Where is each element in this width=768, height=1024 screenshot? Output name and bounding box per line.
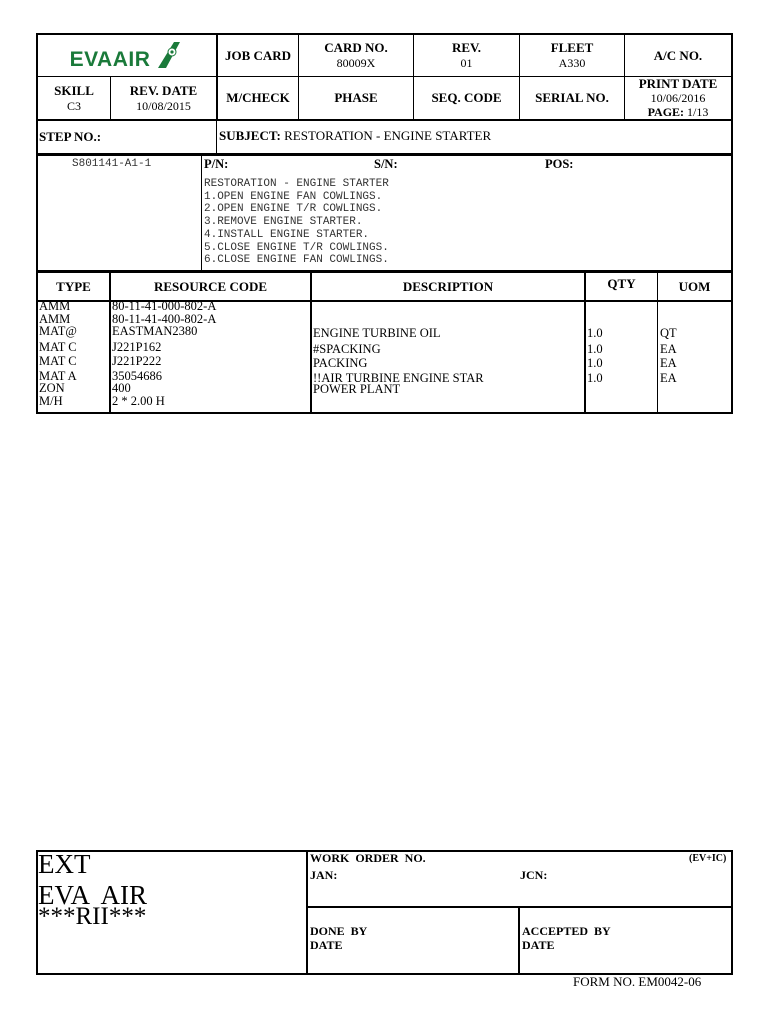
uom-column [660, 326, 677, 385]
col-type: TYPE [56, 278, 91, 294]
jcn-label: JCN: [520, 868, 548, 882]
page-label: PAGE: [647, 105, 685, 119]
card-no-label: CARD NO. [324, 40, 388, 55]
accepted-date-label: DATE [522, 938, 555, 952]
print-date-label: PRINT DATE [638, 76, 718, 91]
print-date-cell [625, 75, 731, 121]
rev-value: 01 [460, 56, 473, 70]
table-cell-code: J221P222 [112, 354, 162, 368]
table-cell-desc: !!AIR TURBINE ENGINE STAR [313, 370, 484, 385]
skill-cell [38, 77, 110, 119]
task-steps [204, 178, 389, 267]
skill-label: SKILL [54, 82, 94, 98]
card-no-cell [299, 35, 413, 76]
table-cell-uom: EA [660, 356, 677, 370]
table-cell-qty: 1.0 [587, 370, 603, 385]
table-cell-qty: 1.0 [587, 356, 603, 370]
task-step-line: 6.CLOSE ENGINE FAN COWLINGS. [204, 254, 389, 267]
skill-value: C3 [66, 98, 81, 113]
table-cell-code: 80-11-41-000-802-A [112, 299, 217, 313]
col-uom: UOM [678, 278, 711, 294]
card-no-value: 80009X [336, 56, 376, 70]
table-cell-type: M/H [39, 393, 63, 408]
done-by-label: DONE BY [310, 924, 368, 938]
logo-text: EVAAIR [69, 48, 151, 71]
table-cell-type: AMM [39, 311, 71, 326]
table-cell-code: 400 [112, 381, 131, 395]
task-step-line: RESTORATION - ENGINE STARTER [204, 178, 389, 190]
table-cell-qty: 1.0 [587, 341, 603, 356]
table-cell-desc: PACKING [313, 356, 368, 370]
table-cell-uom: EA [660, 370, 677, 385]
serial-no-label: SERIAL NO. [535, 90, 609, 105]
table-cell-uom: EA [660, 341, 677, 356]
serial-no-cell [520, 77, 624, 119]
accepted-by-label: ACCEPTED BY [522, 924, 611, 938]
table-cell-code: EASTMAN2380 [112, 324, 198, 338]
ev-ic-label: (EV+IC) [689, 853, 727, 864]
step-no-label: STEP NO.: [39, 129, 102, 144]
rev-date-value: 10/08/2015 [136, 98, 191, 113]
seq-code-label: SEQ. CODE [431, 90, 502, 105]
table-cell-code: 35054686 [112, 368, 162, 383]
subject-label: SUBJECT: [219, 128, 281, 143]
col-qty: QTY [607, 276, 636, 291]
table-cell-type: MAT@ [39, 324, 77, 338]
col-description: DESCRIPTION [402, 278, 494, 294]
jan-label: JAN: [310, 868, 338, 882]
fleet-value: A330 [558, 56, 586, 70]
table-cell-code: J221P162 [112, 339, 162, 354]
table-cell-qty: 1.0 [587, 326, 603, 340]
subject-line [219, 128, 491, 144]
print-date-value: 10/06/2016 [650, 91, 706, 105]
seq-code-cell [414, 77, 519, 119]
task-step-line: 2.OPEN ENGINE T/R COWLINGS. [204, 203, 383, 216]
col-resource-code: RESOURCE CODE [153, 278, 268, 294]
eva-air-logo [40, 38, 212, 74]
qty-column [587, 326, 603, 385]
table-cell-type: MAT C [39, 339, 77, 354]
ext-label: EXT [38, 849, 91, 879]
ac-no-label: A/C NO. [653, 47, 703, 63]
form-number: FORM NO. EM0042-06 [573, 974, 702, 989]
rev-date-label: REV. DATE [129, 82, 198, 98]
eva-air-label: EVA AIR [38, 880, 148, 910]
work-order-label: WORK ORDER NO. [310, 851, 426, 865]
rev-label: REV. [451, 40, 482, 55]
table-cell-code: 2 * 2.00 H [112, 393, 165, 408]
table-cell-type: MAT A [39, 368, 77, 383]
table-cell-type: AMM [39, 299, 71, 313]
mcheck-cell [218, 77, 298, 119]
done-date-label: DATE [310, 938, 343, 952]
table-cell-desc: #SPACKING [313, 341, 381, 356]
table-cell-code: 80-11-41-400-802-A [112, 311, 217, 326]
table-cell-uom: QT [660, 326, 677, 340]
table-cell-type: MAT C [39, 354, 77, 368]
description-column [313, 326, 484, 397]
task-code: S801141-A1-1 [72, 158, 152, 170]
pn-label: P/N: [204, 157, 229, 171]
logo-tail-icon [152, 40, 182, 70]
pos-label: POS: [545, 157, 574, 171]
task-step-line: 3.REMOVE ENGINE STARTER. [204, 216, 363, 229]
job-card-cell [218, 35, 298, 76]
table-cell-type: ZON [39, 381, 65, 395]
code-column [112, 300, 216, 407]
task-step-line: 1.OPEN ENGINE FAN COWLINGS. [204, 190, 383, 203]
rev-cell [414, 35, 519, 76]
page-info [648, 105, 709, 119]
subject-value: RESTORATION - ENGINE STARTER [284, 128, 492, 143]
sn-label: S/N: [374, 157, 398, 171]
phase-label: PHASE [334, 90, 378, 105]
phase-cell [299, 77, 413, 119]
rev-date-cell [111, 77, 216, 119]
fleet-label: FLEET [550, 40, 594, 55]
task-step-line: 4.INSTALL ENGINE STARTER. [204, 228, 370, 241]
fleet-cell [520, 35, 624, 76]
mcheck-label: M/CHECK [226, 90, 290, 105]
type-column [39, 300, 77, 407]
ac-no-cell [625, 35, 731, 76]
rii-label: ***RII*** [38, 903, 147, 930]
page-value: 1/13 [687, 105, 709, 119]
job-card-label: JOB CARD [224, 47, 292, 63]
table-cell-desc: POWER PLANT [313, 382, 401, 396]
table-cell-desc: ENGINE TURBINE OIL [313, 326, 441, 340]
task-step-line: 5.CLOSE ENGINE T/R COWLINGS. [204, 241, 389, 254]
